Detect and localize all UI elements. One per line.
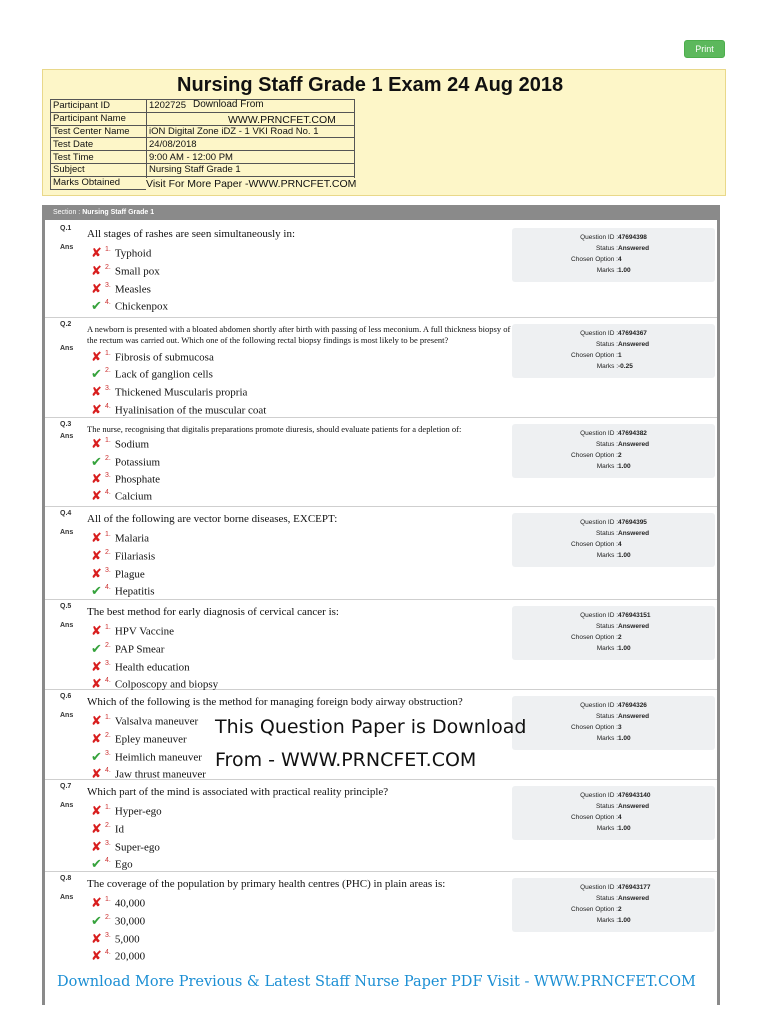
question-info-card bbox=[512, 786, 715, 840]
answer-option bbox=[91, 487, 152, 503]
qid-label: Question ID : bbox=[580, 884, 618, 891]
question-section bbox=[42, 205, 720, 1005]
cross-icon: ✘ bbox=[91, 839, 102, 855]
question-block bbox=[45, 222, 717, 318]
info-key: Test Center Name bbox=[51, 125, 147, 138]
marks-label: Marks : bbox=[596, 735, 618, 742]
option-number: 2. bbox=[105, 264, 111, 271]
status-label: Status : bbox=[595, 341, 618, 348]
question-info-card bbox=[512, 513, 715, 567]
footer-download-link[interactable]: Download More Previous & Latest Staff Nurse Paper PDF Visit - WWW.PRNCFET.COM bbox=[57, 974, 696, 990]
marks-label: Marks : bbox=[596, 552, 618, 559]
option-number: 2. bbox=[105, 732, 111, 739]
marks-label: Marks : bbox=[596, 363, 618, 370]
question-number: Q.7 bbox=[60, 783, 72, 790]
cross-icon: ✘ bbox=[91, 384, 102, 400]
info-key: Participant ID bbox=[51, 100, 147, 113]
question-block bbox=[45, 418, 717, 507]
option-number: 3. bbox=[105, 932, 111, 939]
option-number: 2. bbox=[105, 367, 111, 374]
chosen-option: 2 bbox=[618, 634, 622, 641]
option-text: Measles bbox=[114, 283, 151, 296]
status-label: Status : bbox=[595, 441, 618, 448]
chosen-option: 2 bbox=[618, 906, 622, 913]
question-info-card bbox=[512, 324, 715, 378]
check-icon: ✔ bbox=[91, 583, 102, 599]
question-info-card bbox=[512, 696, 715, 750]
option-text: PAP Smear bbox=[114, 643, 165, 656]
watermark-line-1: This Question Paper is Download bbox=[215, 716, 527, 738]
answer-option bbox=[91, 765, 206, 781]
question-text: The nurse, recognising that digitalis preparations promote diuresis, should evaluate patients for a depletion of: bbox=[87, 424, 462, 434]
option-number: 1. bbox=[105, 714, 111, 721]
question-id: 476943177 bbox=[618, 884, 651, 891]
status-label: Status : bbox=[595, 245, 618, 252]
chosen-label: Chosen Option : bbox=[571, 541, 618, 548]
status-label: Status : bbox=[595, 895, 618, 902]
option-text: Hepatitis bbox=[114, 585, 155, 598]
chosen-label: Chosen Option : bbox=[571, 724, 618, 731]
option-text: Ego bbox=[114, 858, 133, 871]
cross-icon: ✘ bbox=[91, 402, 102, 418]
cross-icon: ✘ bbox=[91, 263, 102, 279]
status-label: Status : bbox=[595, 623, 618, 630]
info-key: Subject bbox=[51, 163, 147, 176]
status-value: Answered bbox=[618, 341, 650, 348]
section-label: Section : bbox=[53, 209, 83, 216]
cross-icon: ✘ bbox=[91, 713, 102, 729]
cross-icon: ✘ bbox=[91, 821, 102, 837]
cross-icon: ✘ bbox=[91, 659, 102, 675]
question-number: Q.8 bbox=[60, 875, 72, 882]
option-number: 1. bbox=[105, 804, 111, 811]
info-value: 1202725 bbox=[147, 100, 355, 113]
option-text: HPV Vaccine bbox=[114, 625, 175, 638]
ans-label: Ans bbox=[60, 244, 74, 251]
marks-value: -0.25 bbox=[618, 363, 633, 370]
answer-option bbox=[91, 529, 149, 545]
question-info-card bbox=[512, 878, 715, 932]
option-text: Potassium bbox=[114, 456, 161, 469]
cross-icon: ✘ bbox=[91, 731, 102, 747]
question-info-card bbox=[512, 424, 715, 478]
answer-option bbox=[91, 802, 162, 818]
status-value: Answered bbox=[618, 895, 650, 902]
info-key: Test Date bbox=[51, 138, 147, 151]
option-text: Plague bbox=[114, 568, 145, 581]
answer-option bbox=[91, 547, 155, 563]
question-info-card bbox=[512, 228, 715, 282]
option-number: 4. bbox=[105, 677, 111, 684]
question-block bbox=[45, 507, 717, 600]
answer-option bbox=[91, 297, 168, 313]
marks-value: 1.00 bbox=[618, 645, 631, 652]
option-number: 3. bbox=[105, 472, 111, 479]
chosen-label: Chosen Option : bbox=[571, 452, 618, 459]
info-key: Participant Name bbox=[51, 112, 147, 125]
print-button[interactable]: Print bbox=[684, 40, 725, 58]
status-value: Answered bbox=[618, 441, 650, 448]
status-value: Answered bbox=[618, 803, 650, 810]
answer-option bbox=[91, 930, 140, 946]
option-text: 30,000 bbox=[114, 915, 146, 928]
marks-value: 1.00 bbox=[618, 735, 631, 742]
chosen-option: 1 bbox=[618, 352, 622, 359]
qid-label: Question ID : bbox=[580, 702, 618, 709]
option-number: 3. bbox=[105, 750, 111, 757]
option-text: Health education bbox=[114, 661, 190, 674]
answer-option bbox=[91, 730, 187, 746]
option-text: Hyper-ego bbox=[114, 805, 162, 818]
cross-icon: ✘ bbox=[91, 245, 102, 261]
ans-label: Ans bbox=[60, 433, 74, 440]
cross-icon: ✘ bbox=[91, 530, 102, 546]
exam-title: Nursing Staff Grade 1 Exam 24 Aug 2018 bbox=[177, 74, 564, 96]
status-value: Answered bbox=[618, 530, 650, 537]
answer-option bbox=[91, 855, 133, 871]
check-icon: ✔ bbox=[91, 298, 102, 314]
ans-label: Ans bbox=[60, 712, 74, 719]
cross-icon: ✘ bbox=[91, 623, 102, 639]
cross-icon: ✘ bbox=[91, 895, 102, 911]
question-block bbox=[45, 318, 717, 418]
status-label: Status : bbox=[595, 713, 618, 720]
answer-option bbox=[91, 435, 149, 451]
question-text: The best method for early diagnosis of cervical cancer is: bbox=[87, 606, 339, 618]
option-text: Small pox bbox=[114, 265, 160, 278]
qid-label: Question ID : bbox=[580, 330, 618, 337]
option-number: 1. bbox=[105, 896, 111, 903]
cross-icon: ✘ bbox=[91, 349, 102, 365]
option-number: 1. bbox=[105, 437, 111, 444]
option-text: 20,000 bbox=[114, 950, 146, 963]
marks-label: Marks : bbox=[596, 463, 618, 470]
answer-option bbox=[91, 947, 145, 963]
cross-icon: ✘ bbox=[91, 548, 102, 564]
answer-option bbox=[91, 658, 190, 674]
chosen-label: Chosen Option : bbox=[571, 906, 618, 913]
cross-icon: ✘ bbox=[91, 676, 102, 692]
section-bar bbox=[45, 205, 717, 220]
section-name: Nursing Staff Grade 1 bbox=[82, 209, 155, 216]
check-icon: ✔ bbox=[91, 856, 102, 872]
option-text: Heimlich maneuver bbox=[114, 751, 202, 764]
info-value: iON Digital Zone iDZ - 1 VKI Road No. 1 bbox=[147, 125, 355, 138]
marks-label: Marks : bbox=[596, 645, 618, 652]
download-from-watermark: Download From bbox=[193, 99, 264, 110]
answer-option bbox=[91, 748, 202, 764]
question-number: Q.3 bbox=[60, 421, 72, 428]
chosen-option: 4 bbox=[618, 814, 622, 821]
qid-label: Question ID : bbox=[580, 234, 618, 241]
option-number: 3. bbox=[105, 282, 111, 289]
check-icon: ✔ bbox=[91, 454, 102, 470]
answer-option bbox=[91, 622, 174, 638]
chosen-option: 4 bbox=[618, 541, 622, 548]
cross-icon: ✘ bbox=[91, 281, 102, 297]
question-info-card bbox=[512, 606, 715, 660]
option-text: Filariasis bbox=[114, 550, 156, 563]
marks-value: 1.00 bbox=[618, 917, 631, 924]
ans-label: Ans bbox=[60, 802, 74, 809]
answer-option bbox=[91, 894, 145, 910]
option-text: Id bbox=[114, 823, 125, 836]
option-text: 5,000 bbox=[114, 933, 140, 946]
question-text: All stages of rashes are seen simultaneously in: bbox=[87, 228, 296, 240]
option-text: Super-ego bbox=[114, 841, 160, 854]
answer-option bbox=[91, 712, 198, 728]
status-label: Status : bbox=[595, 803, 618, 810]
question-number: Q.2 bbox=[60, 321, 72, 328]
info-key: Marks Obtained bbox=[51, 176, 147, 189]
option-number: 4. bbox=[105, 949, 111, 956]
status-value: Answered bbox=[618, 623, 650, 630]
question-id: 47694367 bbox=[618, 330, 647, 337]
option-number: 3. bbox=[105, 385, 111, 392]
status-label: Status : bbox=[595, 530, 618, 537]
ans-label: Ans bbox=[60, 622, 74, 629]
chosen-option: 3 bbox=[618, 724, 622, 731]
marks-label: Marks : bbox=[596, 825, 618, 832]
answer-option bbox=[91, 675, 218, 691]
option-text: 40,000 bbox=[114, 897, 146, 910]
status-value: Answered bbox=[618, 713, 650, 720]
cross-icon: ✘ bbox=[91, 566, 102, 582]
question-number: Q.6 bbox=[60, 693, 72, 700]
option-number: 4. bbox=[105, 857, 111, 864]
cross-icon: ✘ bbox=[91, 931, 102, 947]
question-id: 476943140 bbox=[618, 792, 651, 799]
question-text: Which part of the mind is associated with practical reality principle? bbox=[87, 786, 389, 798]
chosen-label: Chosen Option : bbox=[571, 352, 618, 359]
answer-option bbox=[91, 912, 145, 928]
cross-icon: ✘ bbox=[91, 803, 102, 819]
question-text: All of the following are vector borne diseases, EXCEPT: bbox=[87, 513, 338, 525]
chosen-label: Chosen Option : bbox=[571, 814, 618, 821]
cross-icon: ✘ bbox=[91, 766, 102, 782]
question-id: 47694326 bbox=[618, 702, 647, 709]
option-number: 4. bbox=[105, 767, 111, 774]
marks-label: Marks : bbox=[596, 267, 618, 274]
cross-icon: ✘ bbox=[91, 948, 102, 964]
option-text: Malaria bbox=[114, 532, 150, 545]
chosen-label: Chosen Option : bbox=[571, 256, 618, 263]
answer-option bbox=[91, 348, 214, 364]
question-id: 47694398 bbox=[618, 234, 647, 241]
option-number: 1. bbox=[105, 531, 111, 538]
option-text: Epley maneuver bbox=[114, 733, 187, 746]
question-text: Which of the following is the method for managing foreign body airway obstruction? bbox=[87, 696, 463, 708]
qid-label: Question ID : bbox=[580, 792, 618, 799]
option-number: 1. bbox=[105, 350, 111, 357]
answer-option bbox=[91, 244, 151, 260]
option-text: Fibrosis of submucosa bbox=[114, 351, 214, 364]
option-number: 2. bbox=[105, 455, 111, 462]
option-number: 4. bbox=[105, 489, 111, 496]
check-icon: ✔ bbox=[91, 366, 102, 382]
option-number: 3. bbox=[105, 840, 111, 847]
chosen-label: Chosen Option : bbox=[571, 634, 618, 641]
answer-option bbox=[91, 280, 151, 296]
answer-option bbox=[91, 453, 160, 469]
status-value: Answered bbox=[618, 245, 650, 252]
info-value: 24/08/2018 bbox=[147, 138, 355, 151]
option-number: 4. bbox=[105, 584, 111, 591]
answer-option bbox=[91, 640, 164, 656]
option-text: Calcium bbox=[114, 490, 153, 503]
answer-option bbox=[91, 365, 213, 381]
option-number: 4. bbox=[105, 403, 111, 410]
answer-option bbox=[91, 838, 160, 854]
option-number: 2. bbox=[105, 549, 111, 556]
option-text: Phosphate bbox=[114, 473, 161, 486]
download-site-watermark: WWW.PRNCFET.COM bbox=[228, 114, 336, 126]
question-number: Q.4 bbox=[60, 510, 72, 517]
option-number: 1. bbox=[105, 624, 111, 631]
option-number: 2. bbox=[105, 642, 111, 649]
info-key: Test Time bbox=[51, 151, 147, 164]
chosen-option: 2 bbox=[618, 452, 622, 459]
option-text: Jaw thrust maneuver bbox=[114, 768, 206, 781]
option-number: 4. bbox=[105, 299, 111, 306]
question-id: 47694382 bbox=[618, 430, 647, 437]
answer-option bbox=[91, 470, 160, 486]
ans-label: Ans bbox=[60, 345, 74, 352]
marks-label: Marks : bbox=[596, 917, 618, 924]
check-icon: ✔ bbox=[91, 749, 102, 765]
qid-label: Question ID : bbox=[580, 612, 618, 619]
chosen-option: 4 bbox=[618, 256, 622, 263]
option-text: Hyalinisation of the muscular coat bbox=[114, 404, 267, 417]
check-icon: ✔ bbox=[91, 913, 102, 929]
answer-option bbox=[91, 401, 266, 417]
answer-option bbox=[91, 565, 145, 581]
check-icon: ✔ bbox=[91, 641, 102, 657]
option-number: 3. bbox=[105, 660, 111, 667]
cross-icon: ✘ bbox=[91, 436, 102, 452]
ans-label: Ans bbox=[60, 894, 74, 901]
question-id: 476943151 bbox=[618, 612, 651, 619]
option-number: 2. bbox=[105, 914, 111, 921]
question-text: The coverage of the population by primary health centres (PHC) in plain areas is: bbox=[87, 878, 446, 890]
watermark-line-2: From - WWW.PRNCFET.COM bbox=[215, 749, 477, 771]
option-text: Valsalva maneuver bbox=[114, 715, 199, 728]
option-text: Sodium bbox=[114, 438, 150, 451]
question-number: Q.5 bbox=[60, 603, 72, 610]
info-value: 9:00 AM - 12:00 PM bbox=[147, 151, 355, 164]
question-id: 47694395 bbox=[618, 519, 647, 526]
question-number: Q.1 bbox=[60, 225, 72, 232]
option-text: Thickened Muscularis propria bbox=[114, 386, 248, 399]
answer-option bbox=[91, 262, 160, 278]
question-text: A newborn is presented with a bloated abdomen shortly after birth with passing of less meconium. A full thickness biopsy of the rectum was carried out. Which one of the following rectal biopsy findings is most likely to be present? bbox=[87, 324, 511, 345]
option-number: 2. bbox=[105, 822, 111, 829]
qid-label: Question ID : bbox=[580, 519, 618, 526]
info-value: Nursing Staff Grade 1 bbox=[147, 163, 355, 176]
question-block bbox=[45, 780, 717, 872]
option-number: 1. bbox=[105, 246, 111, 253]
answer-option bbox=[91, 383, 247, 399]
option-number: 3. bbox=[105, 567, 111, 574]
ans-label: Ans bbox=[60, 529, 74, 536]
option-text: Lack of ganglion cells bbox=[114, 368, 213, 381]
marks-value: 1.00 bbox=[618, 825, 631, 832]
marks-value: 1.00 bbox=[618, 267, 631, 274]
answer-option bbox=[91, 820, 124, 836]
participant-info-table bbox=[50, 99, 355, 190]
cross-icon: ✘ bbox=[91, 471, 102, 487]
cross-icon: ✘ bbox=[91, 488, 102, 504]
answer-option bbox=[91, 582, 155, 598]
option-text: Chickenpox bbox=[114, 300, 169, 313]
marks-value: 1.00 bbox=[618, 552, 631, 559]
qid-label: Question ID : bbox=[580, 430, 618, 437]
option-text: Colposcopy and biopsy bbox=[114, 678, 219, 691]
visit-more-watermark: Visit For More Paper -WWW.PRNCFET.COM bbox=[146, 178, 357, 190]
marks-value: 1.00 bbox=[618, 463, 631, 470]
question-block bbox=[45, 600, 717, 690]
option-text: Typhoid bbox=[114, 247, 152, 260]
